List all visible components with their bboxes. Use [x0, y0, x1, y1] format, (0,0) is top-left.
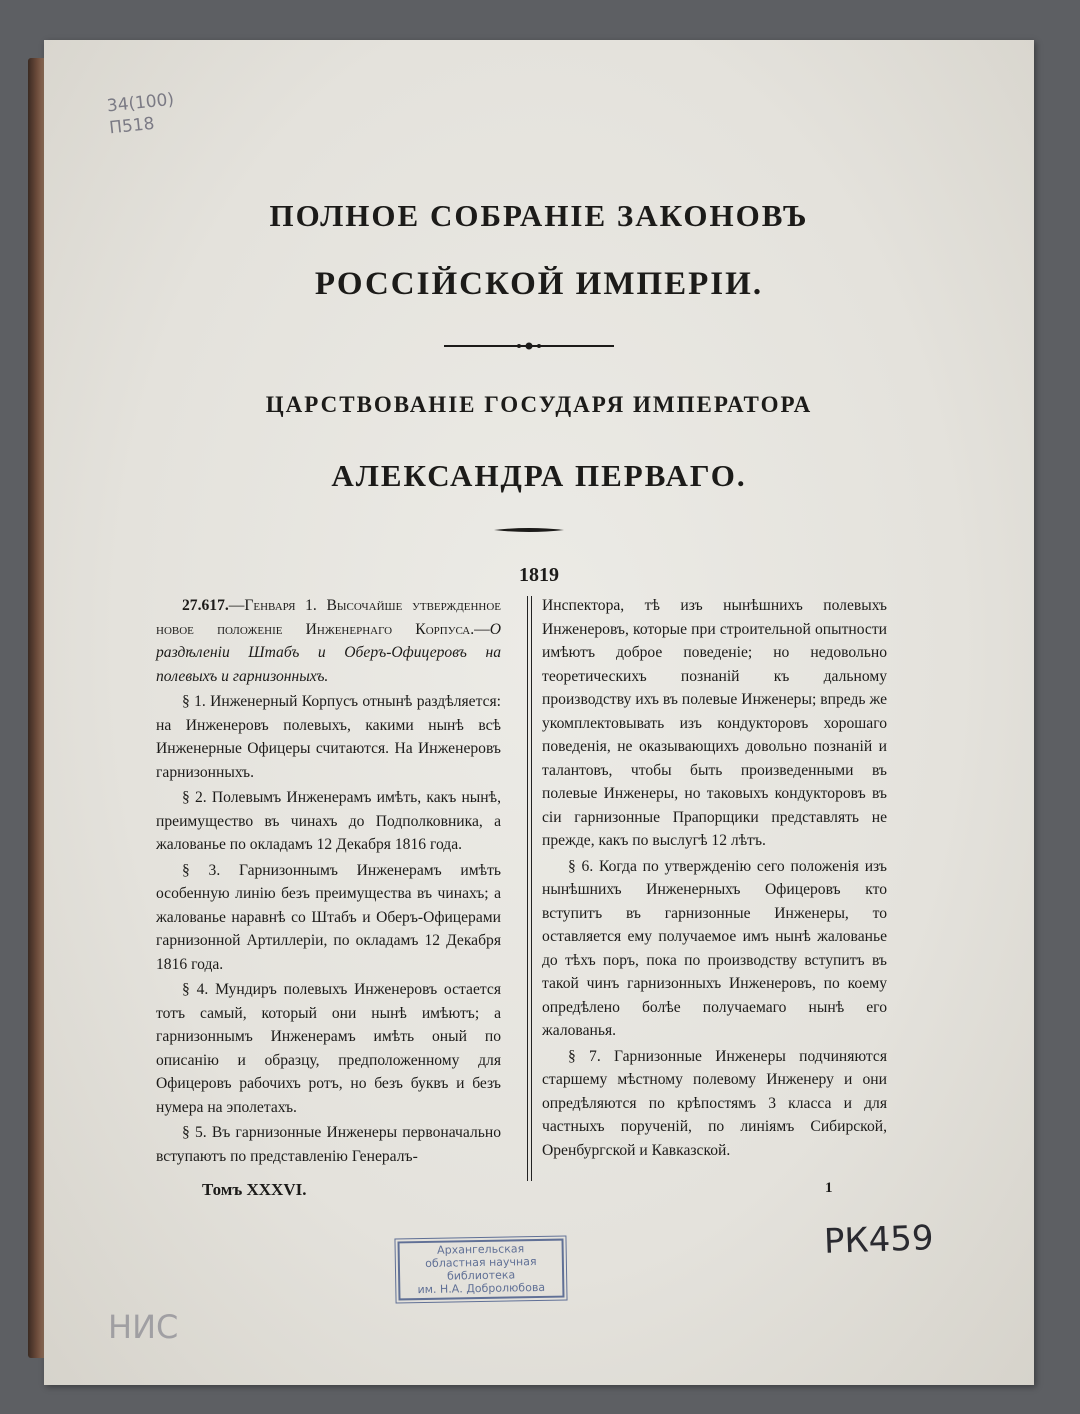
title-line-3: ЦАРСТВОВАНІЕ ГОСУДАРЯ ИМПЕРАТОРА: [265, 392, 813, 417]
decree-number: 27.617.: [182, 597, 229, 614]
decree-intro: [156, 594, 501, 688]
title-line-2: РОССІЙСКОЙ ИМПЕРІИ.: [314, 266, 764, 302]
handwritten-mark: НИС: [108, 1308, 179, 1346]
decree-subject: О раздѣленіи Штабъ и Оберъ-Офицеровъ на полевыхъ и гарнизонныхъ.: [156, 620, 501, 685]
stamp-line-4: им. Н.А. Добролюбова: [417, 1280, 546, 1297]
year-heading: 1819: [519, 564, 559, 586]
column-divider: [527, 596, 532, 1181]
ornamental-rule-bottom: [444, 524, 614, 536]
section-7: § 7. Гарнизонные Инженеры подчиняются старшему мѣстному полевому Инженеру и они опредѣляются по крѣпостямъ 3 класса и для частныхъ порученій, по линіямъ Сибирской, Оренбургской и Кавказской.: [542, 1047, 887, 1159]
section-4: § 4. Мундиръ полевыхъ Инженеровъ остается тотъ самый, который они нынѣ имѣютъ; а гарнизоннымъ Инженерамъ имѣть оный по описанію и образцу, предположенному для Офицеровъ рабочихъ ротъ, но безъ буквъ и безъ нумера на эполетахъ.: [156, 981, 501, 1116]
section-5-continued: Инспектора, тѣ изъ нынѣшнихъ полевыхъ Инженеровъ, которые при строительной опытности имѣютъ доброе поведеніе; но недовольно теоретическихъ познаній къ дальному производству ихъ въ полевые Инженеры; впредь же укомплектовывать изъ кондукторовъ хорошаго поведенія, не оказывающихъ довольно познаній и талантовъ, чтобы быть произведенными въ полевые Инженеры, но таковыхъ кондукторовъ въ сіи гарнизонные Прапорщики представлять не прежде, какъ по выслугѣ 12 лѣтъ.: [542, 597, 887, 849]
shelfmark-line-1: 34(100): [105, 89, 176, 117]
stamp-line-1: Архангельская: [437, 1242, 525, 1257]
handwritten-code: РК459: [823, 1218, 935, 1262]
right-column: [542, 594, 887, 1164]
stamp-line-2: областная научная: [425, 1255, 537, 1270]
shelfmark-line-2: П518: [108, 113, 156, 139]
ornamental-rule-top: [444, 340, 614, 352]
library-stamp: [397, 1239, 564, 1301]
section-1: § 1. Инженерный Корпусъ отнынѣ раздѣляется: на Инженеровъ полевыхъ, какими нынѣ всѣ Инженерные Офицеры считаются. На Инженеровъ гарнизонныхъ.: [156, 693, 501, 781]
section-3: § 3. Гарнизоннымъ Инженерамъ имѣть особенную линію безъ преимущества въ чинахъ; а жалованье наравнѣ со Штабъ и Оберъ-Офицерами гарнизонной Артиллеріи, по окладамъ 12 Декабря 1816 года.: [156, 861, 501, 973]
section-6: § 6. Когда по утвержденію сего положенія изъ нынѣшнихъ Инженерныхъ Офицеровъ кто вступитъ въ гарнизонные Инженеры, то оставляется ему получаемое имъ нынѣ жалованье до тѣхъ поръ, пока по производству вступитъ въ такой чинъ гарнизонныхъ Инженеровъ, по коему опредѣлено болѣе получаемаго нынѣ его жалованья.: [542, 857, 887, 1039]
section-2: § 2. Полевымъ Инженерамъ имѣть, какъ нынѣ, преимущество въ чинахъ до Подполковника, а жалованье по окладамъ 12 Декабря 1816 года.: [156, 789, 501, 853]
title-line-4: АЛЕКСАНДРА ПЕРВАГО.: [331, 458, 747, 493]
left-column: [156, 594, 501, 1170]
section-5: § 5. Въ гарнизонные Инженеры первоначально вступаютъ по представленію Генералъ-: [156, 1124, 501, 1165]
volume-signature: Томъ XXXVI.: [202, 1180, 307, 1199]
title-line-1: ПОЛНОЕ СОБРАНІЕ ЗАКОНОВЪ: [269, 198, 809, 233]
stamp-line-3: библиотека: [446, 1268, 516, 1283]
decree-text: —Генваря 1. Высочайше утвержденное новое положеніе Инженернаго Корпуса.—: [156, 597, 501, 638]
title-page: [44, 40, 1034, 1385]
sheet-number: 1: [825, 1180, 833, 1196]
shelfmark: [106, 89, 178, 140]
